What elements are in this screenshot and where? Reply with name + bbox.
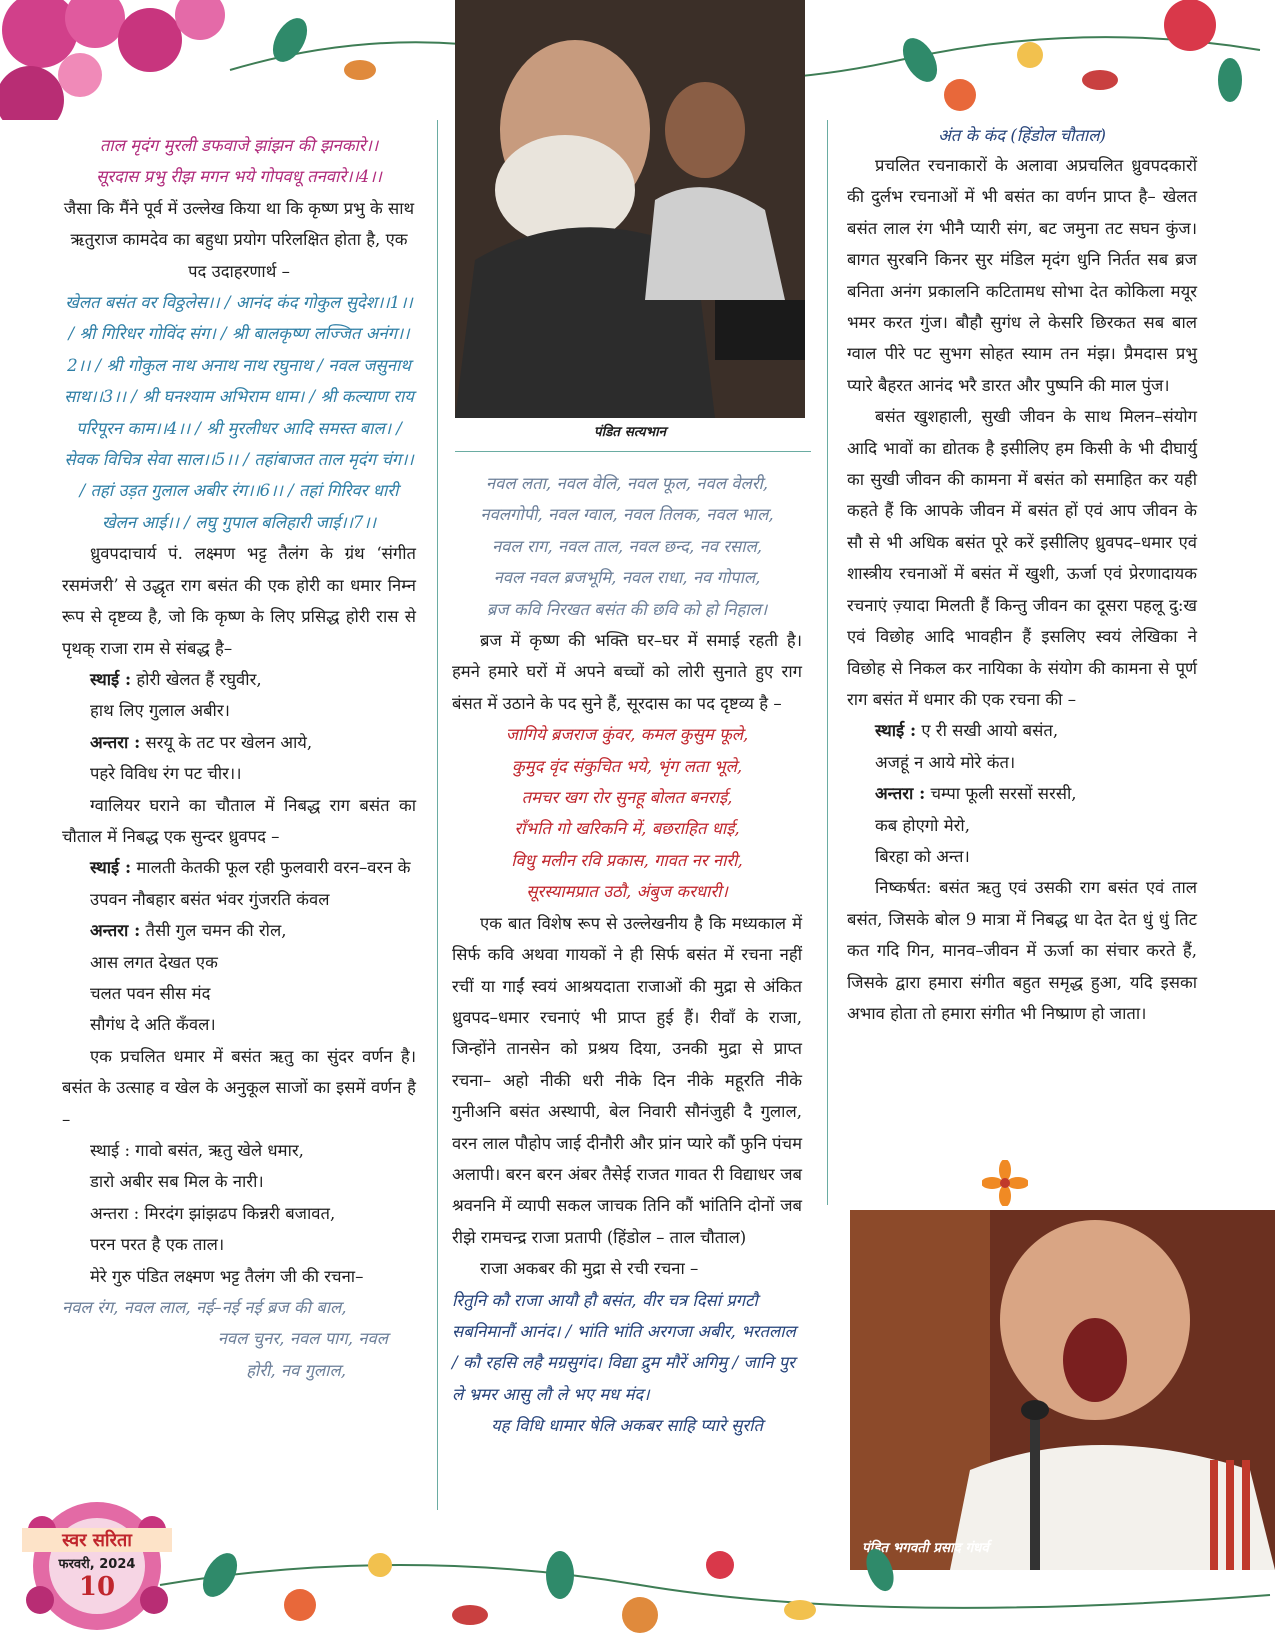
sthai-line: डारो अबीर सब मिल के नारी। <box>90 1172 264 1192</box>
page-number: 10 <box>78 1572 116 1602</box>
antara-line: परन परत है एक ताल। <box>90 1235 225 1255</box>
photo-pandit-satyabhan <box>455 0 805 418</box>
sthai-line: स्थाई : ए री सखी आयो बसंत, <box>875 720 1059 741</box>
antara-line: अन्तरा : मिरदंग झांझढप किन्नरी बजावत, <box>90 1203 336 1223</box>
verse-line: ताल मृदंग मुरली डफवाजे झांझन की झनकारे।। <box>99 136 379 155</box>
column-right <box>847 122 1197 1029</box>
antara-label: अन्तरा : <box>875 783 926 804</box>
sthai-line: स्थाई : गावो बसंत, ऋतु खेले धमार, <box>90 1141 304 1160</box>
antara-label: अन्तरा : <box>90 731 141 752</box>
antara-line: अन्तरा : तैसी गुल चमन की रोल, <box>90 920 287 941</box>
column-left <box>62 130 416 1386</box>
photo-caption-bhagwati: पंडित भगवती प्रसाद गंधर्व <box>862 1540 989 1556</box>
verse-line: कुमुद वृंद संकुचित भये, भृंग लता भूले, <box>511 756 743 776</box>
photo-pandit-bhagwati-prasad <box>850 1210 1275 1570</box>
verse-line: राँभति गो खरिकनि में, बछराहित धाई, <box>514 819 740 839</box>
sthai-line: स्थाई : होरी खेलत हैं रघुवीर, <box>90 668 262 689</box>
verse-line: तमचर खग रोर सुनहू बोलत बनराई, <box>521 788 733 808</box>
paragraph: प्रचलित रचनाकारों के अलावा अप्रचलित ध्रुवपदकारों की दुर्लभ रचनाओं में भी बसंत का वर्णन प्राप्त है– खेलत बसंत लाल रंग भीनै प्यारी संग, बट जमुना तट सघन कुंज। बागत सुरबनि किनर सुर मंडिल मृदंग धुनि निर्तत सब ब्रज बनिता अनंग प्रकालनि कटितामध सोभा देत कोकिला मयूर भमर करत गुंज। बौहौ सुगंध ले केसरि छिरकत सब बाल ग्वाल पीरे पट सुभग सोहत स्याम तन मंझ। प्रैमदास प्रभु प्यारे बैहरत आनंद भरै डारत और पुष्पनि की माल पुंज। <box>847 156 1197 395</box>
verse-line: नवल रंग, नवल लाल, नई–नई नई ब्रज की बाल, <box>62 1298 347 1318</box>
antara-line: बिरहा को अन्त। <box>875 846 970 866</box>
paragraph: ग्वालियर घराने का चौताल में निबद्ध राग बसंत का चौताल में निबद्ध एक सुन्दर ध्रुवपद – <box>62 795 416 846</box>
sthai-label: स्थाई : <box>90 668 132 689</box>
paragraph: एक बात विशेष रूप से उल्लेखनीय है कि मध्यकाल में सिर्फ कवि अथवा गायकों ने ही सिर्फ बसंत में रचना नहीं रचीं या गाईं स्वयं आश्रयदाता राजाओं की मुद्रा से अंकित ध्रुवपद–धमार रचनाएं भी प्राप्त हुई हैं। रीवाँ के राजा, जिन्होंने तानसेन को प्रश्रय दिया, उनकी मुद्रा से प्राप्त रचना– अहो नीकी धरी नीके दिन नीके महूरति नीके गुनीअनि बसंत अस्थापी, बेल निवारी सौनंजुही दै गुलाल, वरन लाल पौहोप जाई दीनौरी और प्रांन प्यारे कौं फुनि पंचम अलापी। बरन बरन अंबर तैसेई राजत गावत री विद्याधर जब श्रवननि में व्यापी सकल जाचक तिनि कौं भांतिनि दोनों जब रीझे रामचन्द्र राजा प्रतापी (हिंडोल – ताल चौताल) <box>452 913 802 1247</box>
column-divider-right <box>827 120 828 1205</box>
sthai-line: स्थाई : मालती केतकी फूल रही फुलवारी वरन–वरन के <box>90 857 411 878</box>
paragraph: बसंत खुशहाली, सुखी जीवन के साथ मिलन–संयोग आदि भावों का द्योतक है इसीलिए हम किसी के भी दीघार्यु का सुखी जीवन की कामना में बसंत को समाहित कर यही कहते हैं कि आपके जीवन में बसंत हों एवं आप जीवन के सौ से भी अधिक बसंत पूरे करें इसीलिए ध्रुवपद–धमार एवं शास्त्रीय रचनाओं में बसंत में खुशी, ऊर्जा एवं प्रेरणादायक रचनाएं ज़्यादा मिलती हैं किन्तु जीवन का दूसरा पहलू दु:ख एवं विछोह आदि भावहीन हैं इसलिए स्वयं लेखिका ने विछोह से निकल कर नायिका के संयोग की कामना से पूर्ण राग बसंत में धमार की एक रचना की – <box>847 407 1197 709</box>
antara-line: पहरे विविध रंग पट चीर।। <box>90 764 242 784</box>
verse-line: विधु मलीन रवि प्रकास, गावत नर नारी, <box>511 850 743 870</box>
antara-line: कब होएगो मेरो, <box>875 815 970 835</box>
flower-ornament-icon <box>982 1160 1028 1206</box>
paragraph: ब्रज में कृष्ण की भक्ति घर–घर में समाई रहती है। हमने हमारे घरों में अपने बच्चों को लोरी सुनाते हुए राग बंसत में उठाने के पद सुने हैं, सूरदास का पद दृष्टव्य है – <box>452 631 802 713</box>
magazine-title: स्वर सरिता <box>22 1528 172 1552</box>
sthai-line: उपवन नौबहार बसंत भंवर गुंजरति कंवल <box>90 889 330 909</box>
paragraph: जैसा कि मैंने पूर्व में उल्लेख किया था कि कृष्ण प्रभु के साथ ऋतुराज कामदेव का बहुधा प्रयोग परिलक्षित होता है, एक पद उदाहरणार्थ – <box>63 198 415 281</box>
floral-border-bottom <box>0 1525 1275 1650</box>
verse-navy: रितुनि कौ राजा आयौ हौ बसंत, वीर चत्र दिसां प्रगटौ सबनिमानौं आनंद। / भांति भांति अरगजा अबीर, भरतलाल / कौ रहसि लहै मग्रसुगंद। विद्या द्रुम मौरें अगिमु / जानि पुर ले भ्रमर आसु लौ ले भए मध मंद। <box>452 1290 796 1404</box>
bougainvillea-flowers-icon <box>0 0 225 120</box>
antara-line: अन्तरा : चम्पा फूली सरसों सरसी, <box>875 783 1077 804</box>
paragraph: मेरे गुरु पंडित लक्ष्मण भट्ट तैलंग जी की रचना– <box>90 1266 364 1286</box>
section-heading: अंत के कंद (हिंडोल चौताल) <box>938 126 1106 145</box>
magazine-badge <box>22 1500 172 1632</box>
verse-line: होरी, नव गुलाल, <box>246 1360 346 1380</box>
sthai-line: हाथ लिए गुलाल अबीर। <box>90 701 230 721</box>
verse-line: सूरस्यामप्रात उठौ, अंबुज करधारी। <box>526 882 728 902</box>
antara-line: अन्तरा : सरयू के तट पर खेलन आये, <box>90 731 313 752</box>
issue-date: फरवरी, 2024 <box>58 1557 136 1572</box>
portrait-illustration-icon <box>455 0 805 418</box>
sthai-label: स्थाई : <box>875 720 917 741</box>
photo-caption-divider <box>455 451 811 452</box>
antara-label: अन्तरा : <box>90 920 141 941</box>
verse-line: सूरदास प्रभु रीझ मगन भये गोपवधू तनवारे।।4।। <box>96 167 382 187</box>
verse-line: जागिये ब्रजराज कुंवर, कमल कुसुम फूले, <box>505 725 749 745</box>
verse-line: यह विधि धामार षेलि अकबर साहि प्यारे सुरति <box>491 1416 763 1436</box>
verse-line: नवल लता, नवल वेलि, नवल फूल, नवल वेलरी, <box>485 474 769 493</box>
verse-line: नवलगोपी, नवल ग्वाल, नवल तिलक, नवल भाल, <box>480 505 774 525</box>
verse-line: नवल राग, नवल ताल, नवल छन्द, नव रसाल, <box>491 536 763 556</box>
column-divider-left <box>437 120 438 1510</box>
photo-caption-satyabhan: पंडित सत्यभान <box>593 424 667 440</box>
paragraph: राजा अकबर की मुद्रा से रची रचना – <box>480 1259 699 1279</box>
singer-illustration-icon <box>850 1210 1275 1570</box>
column-middle <box>452 468 802 1442</box>
paragraph: निष्कर्षत: बसंत ऋतु एवं उसकी राग बसंत एवं ताल बसंत, जिसके बोल 9 मात्रा में निबद्ध धा देत देत धुं धुं तिट कत गदि गिन, मानव–जीवन में ऊर्जा का संचार करते हैं, जिसके द्वारा हमारा संगीत बहुत समृद्ध हुआ, यदि इसका अभाव होता तो हमारा संगीत भी निष्प्राण हो जाता। <box>847 878 1197 1023</box>
verse-line: ब्रज कवि निरखत बसंत की छवि को हो निहाल। <box>486 599 768 619</box>
sthai-label: स्थाई : <box>90 857 132 878</box>
paragraph: एक प्रचलित धमार में बसंत ऋतु का सुंदर वर्णन है। बसंत के उत्साह व खेल के अनुकूल साजों का इसमें वर्णन है – <box>62 1046 416 1129</box>
paragraph: ध्रुवपदाचार्य पं. लक्ष्मण भट्ट तैलंग के ग्रंथ ‘संगीत रसमंजरी’ से उद्धृत राग बसंत की एक होरी का धमार निम्न रूप से दृष्टव्य है, जो कि कृष्ण के लिए प्रसिद्ध होरी रास से पृथक् राजा राम से संबद्ध है– <box>62 544 416 658</box>
antara-line: चलत पवन सीस मंद <box>90 983 211 1003</box>
sthai-line: अजहूं न आये मोरे कंत। <box>875 752 1016 772</box>
antara-line: सौगंध दे अति कँवल। <box>90 1015 216 1035</box>
antara-line: आस लगत देखत एक <box>90 952 218 972</box>
verse-blue: खेलत बसंत वर विठ्ठलेस।। / आनंद कंद गोकुल सुदेश।।1।। / श्री गिरिधर गोविंद संग। / श्री बालकृष्ण लज्जित अनंग।।2।। / श्री गोकुल नाथ अनाथ नाथ रघुनाथ / नवल जसुनाथ साथ।।3।। / श्री घनश्याम अभिराम धाम। / श्री कल्याण राय परिपूरन काम।।4।। / श्री मुरलीधर आदि समस्त बाल। / सेवक विचित्र सेवा साल।।5।। / तहांबाजत ताल मृदंग चंग।। / तहां उड़त गुलाल अबीर रंग।।6।। / तहां गिरिवर धारी खेलन आई।। / लघु गुपाल बलिहारी जाई।।7।। <box>64 293 414 532</box>
verse-line: नवल नवल ब्रजभूमि, नवल राधा, नव गोपाल, <box>493 568 761 588</box>
verse-line: नवल चुनर, नवल पाग, नवल <box>217 1329 388 1349</box>
